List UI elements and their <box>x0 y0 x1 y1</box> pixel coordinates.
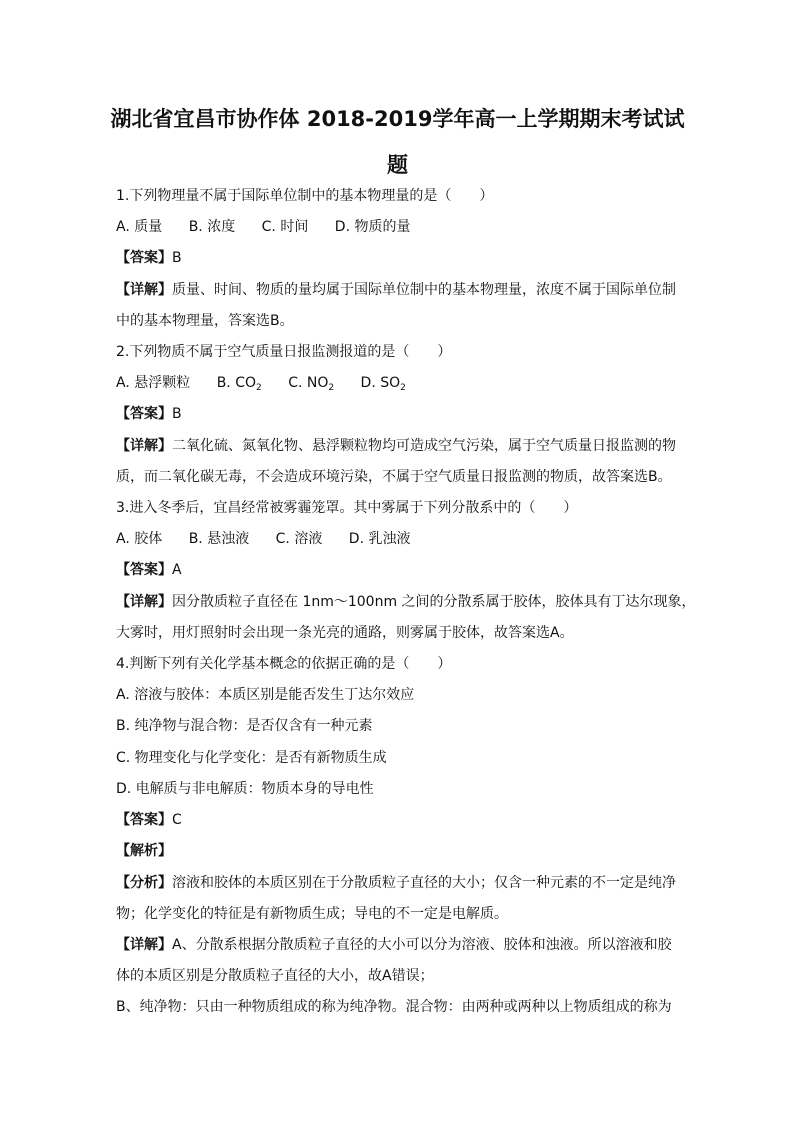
question-2-option-c: C. $NO_2$ <box>288 375 335 393</box>
question-4-answer <box>116 810 688 830</box>
question-4-fenxi-line-2: 物；化学变化的特征是有新物质生成；导电的不一定是电解质。 <box>116 906 508 922</box>
question-3-option-a: A. 胶体 <box>116 531 163 547</box>
question-4-option-a: A. 溶液与胶体：本质区别是能否发生丁达尔效应 <box>116 687 415 703</box>
question-1-detail-line-1 <box>116 280 688 300</box>
question-2-options <box>116 373 688 398</box>
fenxi-label: 【分析】 <box>116 875 172 891</box>
answer-label: 【答案】 <box>116 562 172 578</box>
answer-label: 【答案】 <box>116 406 172 422</box>
page-title-line-1: 湖北省宜昌市协作体 2018-2019学年高一上学期期末考试试 <box>110 107 685 131</box>
answer-value: C <box>172 812 182 828</box>
question-1-answer <box>116 248 688 268</box>
question-1-option-a: A. 质量 <box>116 219 163 235</box>
question-4-option-d: D. 电解质与非电解质：物质本身的导电性 <box>116 781 374 797</box>
question-4-fenxi-line-1 <box>116 873 688 893</box>
detail-text: 二氧化硫、氮氧化物、悬浮颗粒物均可造成空气污染，属于空气质量日报监测的物 <box>172 438 676 454</box>
answer-value: B <box>172 406 182 422</box>
detail-text: 质量、时间、物质的量均属于国际单位制中的基本物理量，浓度不属于国际单位制 <box>172 282 676 298</box>
question-3-detail-line-1 <box>116 592 696 612</box>
question-2-option-b: B. $CO_2$ <box>216 375 262 393</box>
question-1-option-b: B. 浓度 <box>188 219 236 235</box>
question-4-option-c: C. 物理变化与化学变化：是否有新物质生成 <box>116 750 387 766</box>
question-3-options <box>116 529 688 549</box>
detail-text: 因分散质粒子直径在 1nm～100nm 之间的分散系属于胶体，胶体具有丁达尔现象， <box>172 594 696 610</box>
detail-text: A、分散系根据分散质粒子直径的大小可以分为溶液、胶体和浊液。所以溶液和胶 <box>172 937 672 953</box>
page-title-line-2: 题 <box>387 153 408 177</box>
question-3-detail-line-2: 大雾时，用灯照射时会出现一条光亮的通路，则雾属于胶体，故答案选A。 <box>116 625 574 641</box>
question-1-option-c: C. 时间 <box>261 219 309 235</box>
detail-label: 【详解】 <box>116 438 172 454</box>
question-1-stem: 1.下列物理量不属于国际单位制中的基本物理量的是（ ） <box>116 188 494 204</box>
question-2-answer <box>116 404 688 424</box>
question-3-stem: 3.进入冬季后，宜昌经常被雾霾笼罩。其中雾属于下列分散系中的（ ） <box>116 500 578 516</box>
question-4-detail-line-2: 体的本质区别是分散质粒子直径的大小，故A错误； <box>116 968 434 984</box>
question-3-option-b: B. 悬浊液 <box>188 531 250 547</box>
question-2-detail-line-1 <box>116 436 688 456</box>
answer-label: 【答案】 <box>116 250 172 266</box>
question-3-answer <box>116 560 688 580</box>
question-2-option-d: D. $SO_2$ <box>360 375 406 393</box>
answer-value: B <box>172 250 182 266</box>
answer-label: 【答案】 <box>116 812 172 828</box>
fenxi-text: 溶液和胶体的本质区别在于分散质粒子直径的大小；仅含一种元素的不一定是纯净 <box>172 875 676 891</box>
question-3-option-d: D. 乳浊液 <box>348 531 411 547</box>
question-2-stem: 2.下列物质不属于空气质量日报监测报道的是（ ） <box>116 344 452 360</box>
answer-value: A <box>172 562 182 578</box>
question-1-detail-line-2: 中的基本物理量，答案选B。 <box>116 313 294 329</box>
question-4-option-b: B. 纯净物与混合物：是否仅含有一种元素 <box>116 718 373 734</box>
question-4-detail-line-1 <box>116 935 688 955</box>
detail-label: 【详解】 <box>116 282 172 298</box>
question-2-option-a: A. 悬浮颗粒 <box>116 375 191 391</box>
detail-label: 【详解】 <box>116 594 172 610</box>
question-4-detail-line-3: B、纯净物：只由一种物质组成的称为纯净物。混合物：由两种或两种以上物质组成的称为 <box>116 999 672 1015</box>
question-3-option-c: C. 溶液 <box>275 531 323 547</box>
question-2-detail-line-2: 质，而二氧化碳无毒，不会造成环境污染，不属于空气质量日报监测的物质，故答案选B。 <box>116 469 672 485</box>
question-4-analysis-label: 【解析】 <box>116 843 172 859</box>
question-1-option-d: D. 物质的量 <box>334 219 411 235</box>
question-4-stem: 4.判断下列有关化学基本概念的依据正确的是（ ） <box>116 656 452 672</box>
detail-label: 【详解】 <box>116 937 172 953</box>
question-1-options <box>116 217 688 237</box>
